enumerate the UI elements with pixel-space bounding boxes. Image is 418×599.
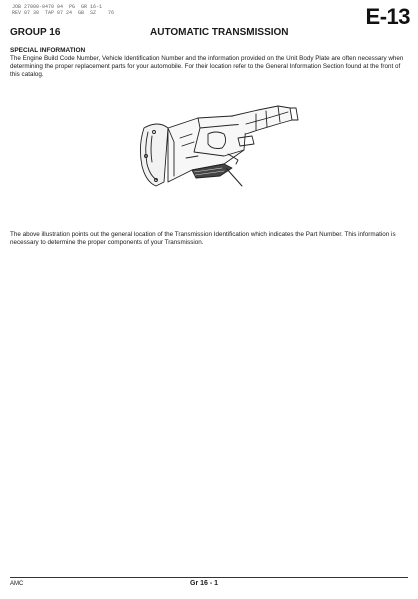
page-code: E-13: [365, 4, 410, 29]
special-information-heading: SPECIAL INFORMATION: [10, 47, 86, 54]
footer-brand: AMC: [10, 581, 24, 587]
special-information-text: The Engine Build Code Number, Vehicle Identification Number and the information provided on the Unit Body Plate are often necessary when determining the proper replacement parts for your automobile. For their location refer to the General Information Section found at the front of this catalog.: [10, 55, 404, 78]
page-title: AUTOMATIC TRANSMISSION: [150, 27, 289, 38]
job-stamp-line-2: REV 07 30 TAP 07 24 GB SZ 76: [12, 10, 115, 16]
transmission-drawing: [128, 98, 312, 210]
group-label: GROUP 16: [10, 27, 61, 38]
illustration-caption: The above illustration points out the general location of the Transmission Identification which indicates the Part Number. This information is necessary to determine the proper components of your Transmission.: [10, 231, 396, 246]
job-stamp-line-1: JOB 27000-0470 04 PG GR 16-1: [12, 4, 103, 10]
job-stamp: [12, 4, 114, 16]
transmission-illustration: [128, 98, 312, 210]
page-number: Gr 16 - 1: [190, 580, 219, 587]
footer-divider: [10, 577, 408, 578]
